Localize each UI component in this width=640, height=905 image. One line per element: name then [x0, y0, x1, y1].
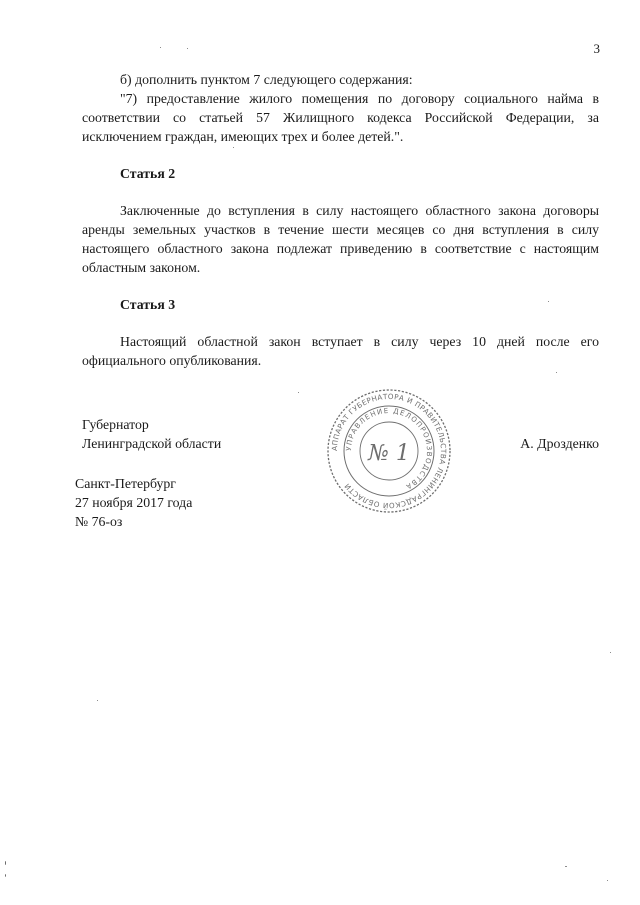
- seal-inner-text: УПРАВЛЕНИЕ ДЕЛОПРОИЗВОДСТВА: [344, 406, 434, 491]
- scan-speck: [565, 866, 567, 867]
- scan-speck: [607, 880, 608, 881]
- article-2-text: Заключенные до вступления в силу настоящего областного закона договоры аренды земельных участков в течение шести месяцев со дня вступления в силу настоящего областного закона подлежат приведению в соответствие с настоящим областным законом.: [82, 203, 599, 275]
- article-3-heading: Статья 3: [120, 297, 176, 312]
- scan-speck: [298, 392, 299, 393]
- scan-speck: [548, 301, 549, 302]
- signatory-title-line1: Губернатор: [82, 417, 149, 432]
- signatory-name: А. Дрозденко: [520, 436, 599, 451]
- scan-speck: [610, 652, 611, 653]
- scan-speck: [187, 48, 188, 49]
- issue-date: 27 ноября 2017 года: [75, 495, 193, 510]
- amendment-intro: б) дополнить пунктом 7 следующего содержания:: [120, 72, 413, 87]
- scan-speck: [556, 372, 557, 373]
- amendment-item: "7) предоставление жилого помещения по договору социального найма в соответствии со статьей 57 Жилищного кодекса Российской Федерации, за исключением граждан, имеющих трех и более детей.".: [82, 91, 599, 144]
- document-body: [82, 70, 599, 370]
- scan-speck: [5, 874, 6, 877]
- page-number: 3: [593, 41, 600, 56]
- scan-speck: [5, 861, 6, 865]
- official-seal-stamp: [325, 387, 453, 515]
- seal-outer-text: АППАРАТ ГУБЕРНАТОРА И ПРАВИТЕЛЬСТВА ЛЕНИНГРАДСКОЙ ОБЛАСТИ: [329, 391, 449, 511]
- scan-speck: [233, 147, 234, 148]
- signatory-title: [82, 415, 221, 453]
- law-number: № 76-оз: [75, 514, 123, 529]
- issue-city: Санкт-Петербург: [75, 476, 176, 491]
- seal-center-text: № 1: [368, 441, 410, 466]
- scan-speck: [97, 700, 98, 701]
- signatory-title-line2: Ленинградской области: [82, 436, 222, 451]
- article-3-text: Настоящий областной закон вступает в силу через 10 дней после его официального опубликования.: [82, 334, 599, 368]
- article-2-heading: Статья 2: [120, 166, 176, 181]
- scan-speck: [160, 47, 161, 48]
- issue-details: [75, 474, 192, 531]
